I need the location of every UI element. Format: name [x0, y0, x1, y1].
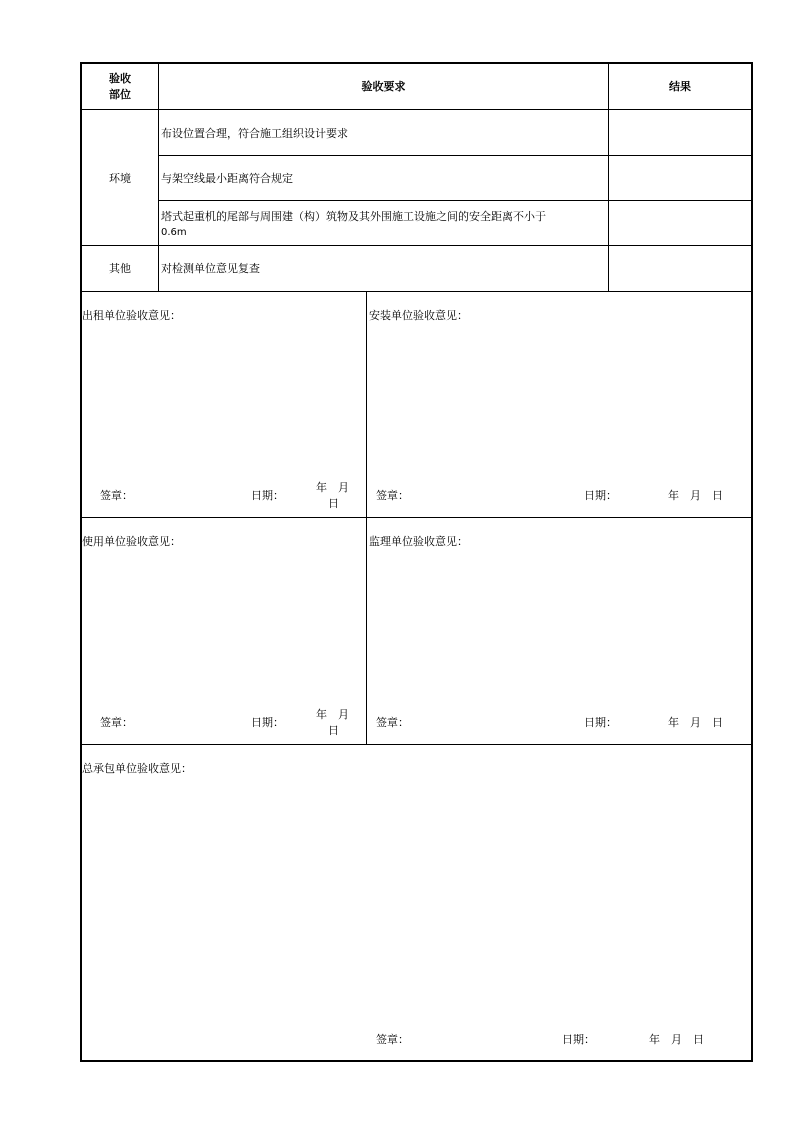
install-ymd: 年 月 日: [668, 489, 723, 502]
rule-header: [81, 109, 752, 110]
install-sign-label: 签章：: [376, 489, 409, 502]
row-requirement-3-line2: 0.6m: [161, 227, 187, 238]
rule-other: [81, 291, 752, 292]
rental-sign-label: 签章：: [100, 489, 133, 502]
rule-opinion2: [81, 744, 752, 745]
user-ymd-line2: 日: [328, 724, 339, 737]
general-sign-label: 签章：: [376, 1033, 409, 1046]
rule-opinion-mid: [366, 291, 367, 744]
user-date-label: 日期：: [251, 716, 284, 729]
header-part-line2: 部位: [109, 88, 131, 101]
rule-col-part: [158, 63, 159, 291]
rental-opinion-title: 出租单位验收意见：: [82, 309, 181, 322]
row-part-other: 其他: [109, 262, 131, 275]
header-result: 结果: [669, 80, 691, 93]
rental-ymd-line2: 日: [328, 497, 339, 510]
user-sign-label: 签章：: [100, 716, 133, 729]
rule-row2: [158, 200, 752, 201]
border-right: [751, 62, 753, 1062]
border-top: [80, 62, 753, 64]
row-requirement-3-line1: 塔式起重机的尾部与周围建（构）筑物及其外围施工设施之间的安全距离不小于: [161, 210, 546, 223]
general-date-label: 日期：: [562, 1033, 595, 1046]
supervisor-opinion-title: 监理单位验收意见：: [369, 535, 468, 548]
rule-env: [81, 245, 752, 246]
rule-opinion1: [81, 517, 752, 518]
install-date-label: 日期：: [584, 489, 617, 502]
rental-date-label: 日期：: [251, 489, 284, 502]
row-requirement-2: 与架空线最小距离符合规定: [161, 172, 293, 185]
header-part-line1: 验收: [109, 72, 131, 85]
row-requirement-4: 对检测单位意见复查: [161, 262, 260, 275]
supervisor-sign-label: 签章：: [376, 716, 409, 729]
general-ymd: 年 月 日: [649, 1033, 704, 1046]
supervisor-date-label: 日期：: [584, 716, 617, 729]
supervisor-ymd: 年 月 日: [668, 716, 723, 729]
row-part-environment: 环境: [109, 172, 131, 185]
user-opinion-title: 使用单位验收意见：: [82, 535, 181, 548]
general-opinion-title: 总承包单位验收意见：: [82, 762, 192, 775]
user-ymd-line1: 年 月: [316, 708, 349, 721]
border-bottom: [80, 1060, 753, 1062]
rental-ymd-line1: 年 月: [316, 481, 349, 494]
install-opinion-title: 安装单位验收意见：: [369, 309, 468, 322]
rule-row1: [158, 155, 752, 156]
row-requirement-1: 布设位置合理，符合施工组织设计要求: [161, 127, 348, 140]
rule-col-result: [608, 63, 609, 291]
header-requirement: 验收要求: [361, 80, 406, 93]
border-left: [80, 62, 82, 1062]
